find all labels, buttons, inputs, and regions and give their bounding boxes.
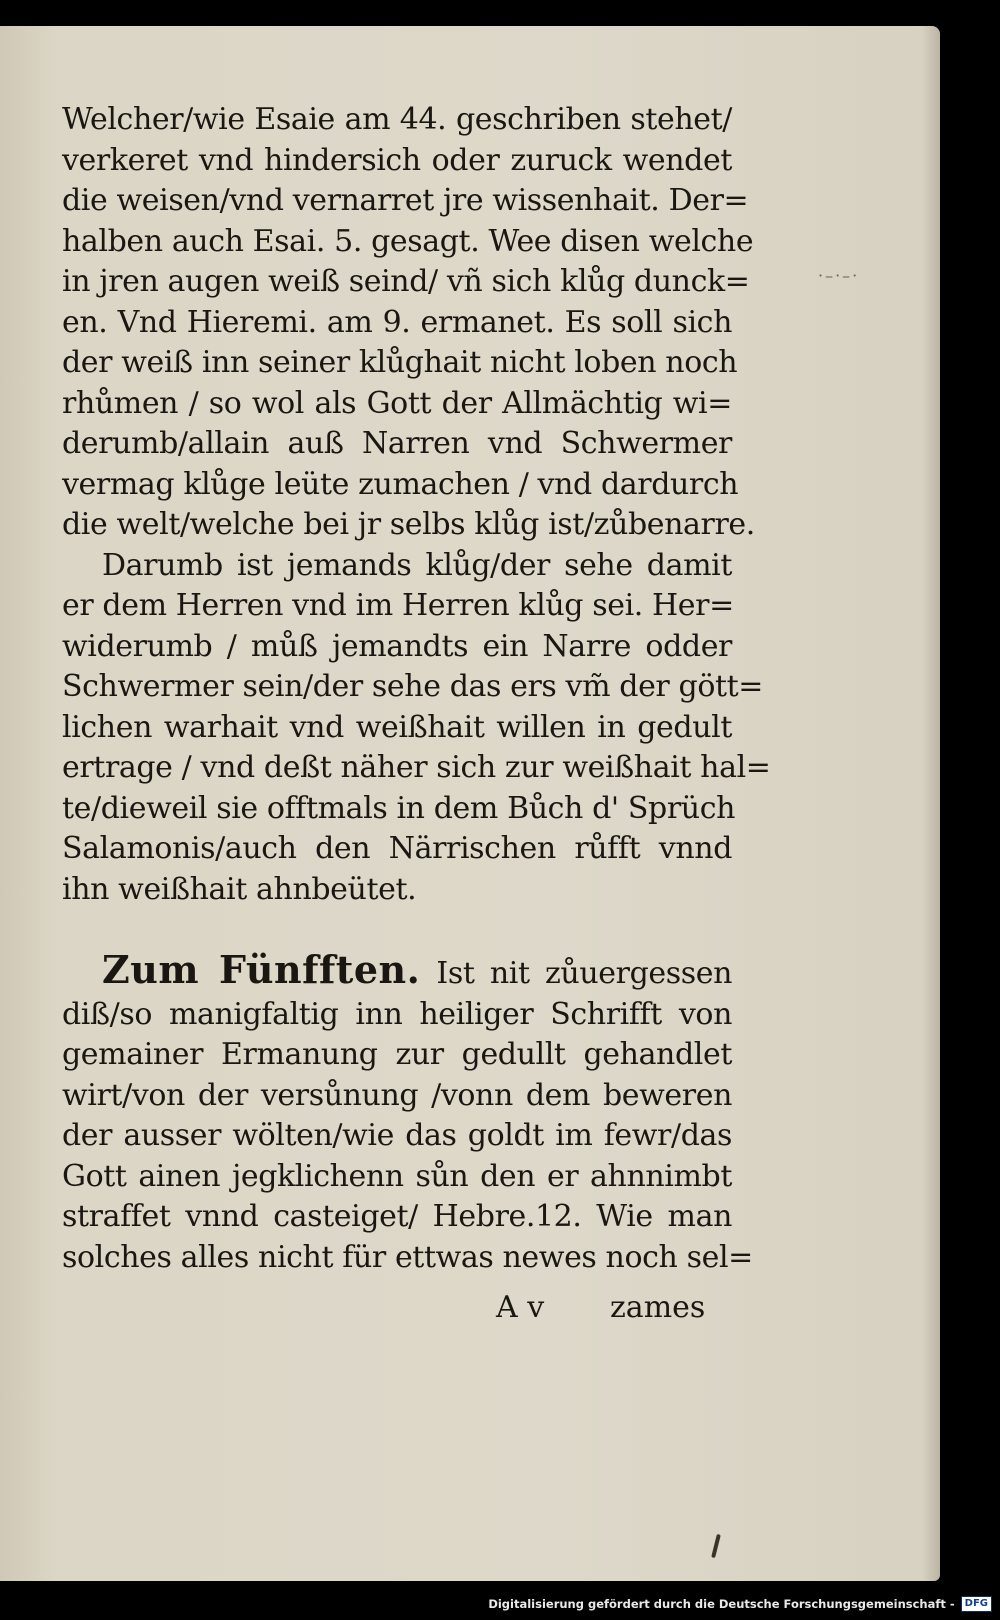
text-line: er dem Herren vnd im Herren klůg sei. Her=	[62, 588, 734, 623]
funding-credit: Digitalisierung gefördert durch die Deutsche Forschungsgemeinschaft -	[488, 1597, 955, 1611]
catchword: zames	[610, 1290, 706, 1325]
text-line: diß/so manigfaltig inn heiliger Schrifft von	[62, 996, 732, 1032]
ink-stain	[711, 1534, 721, 1558]
text-line: straffet vnnd casteiget/ Hebre.12. Wie man	[62, 1199, 732, 1234]
text-line: die welt/welche bei jr selbs klůg ist/zůbenarre.	[62, 507, 755, 542]
text-line: Gott ainen jegklichenn sůn den er ahnnimbt	[62, 1158, 732, 1194]
text-line: solches alles nicht für ettwas newes noch sel=	[62, 1239, 753, 1275]
page-text	[62, 100, 771, 1278]
scanned-page	[0, 26, 940, 1581]
text-line: der ausser wölten/wie das goldt im fewr/das	[62, 1118, 732, 1153]
paragraph-gap	[62, 910, 732, 950]
text-line: ertrage / vnd deßt näher sich zur weißhait hal=	[62, 750, 771, 785]
text-line: gemainer Ermanung zur gedullt gehandlet	[62, 1037, 732, 1072]
text-line: die weisen/vnd vernarret jre wissenhait. Der=	[62, 183, 749, 218]
signature-mark: A v	[496, 1290, 545, 1325]
section-heading: Zum Fünfften.	[102, 947, 421, 992]
text-line: rhůmen / so wol als Gott der Allmächtig wi=	[62, 385, 732, 421]
text-line: vermag klůge leüte zumachen / vnd dardurch	[62, 466, 739, 502]
text-line: der weiß inn seiner klůghait nicht loben noch	[62, 345, 738, 380]
dfg-logo: DFG	[961, 1596, 992, 1612]
text-line: en. Vnd Hieremi. am 9. ermanet. Es soll sich	[62, 304, 732, 340]
section-heading-line	[62, 947, 732, 995]
text-line: in jren augen weiß seind/ vñ sich klůg dunck=	[62, 264, 750, 299]
text-line: ihn weißhait ahnbeütet.	[62, 871, 417, 907]
text-line: Schwermer sein/der sehe das ers vm̃ der gött=	[62, 669, 764, 704]
text-line: Welcher/wie Esaie am 44. geschriben stehet/	[62, 102, 732, 137]
text-line: verkeret vnd hindersich oder zuruck wendet	[62, 142, 732, 178]
text-line: halben auch Esai. 5. gesagt. Wee disen welche	[62, 223, 754, 259]
heading-continuation: Ist nit zůuergessen	[436, 956, 732, 991]
text-line: te/dieweil sie offtmals in dem Bůch d' Sprüch	[62, 790, 736, 826]
text-line: Salamonis/auch den Närrischen růfft vnnd	[62, 831, 732, 866]
text-line: wirt/von der versůnung /vonn dem beweren	[62, 1077, 732, 1113]
text-line: lichen warhait vnd weißhait willen in gedult	[62, 709, 732, 745]
text-line: widerumb / můß jemandts ein Narre odder	[62, 628, 732, 664]
text-line: Darumb ist jemands klůg/der sehe damit	[102, 547, 732, 583]
margin-mark: ·–·–·	[818, 266, 860, 285]
digitization-footer	[488, 1591, 992, 1617]
text-line: derumb/allain auß Narren vnd Schwermer	[62, 426, 732, 461]
